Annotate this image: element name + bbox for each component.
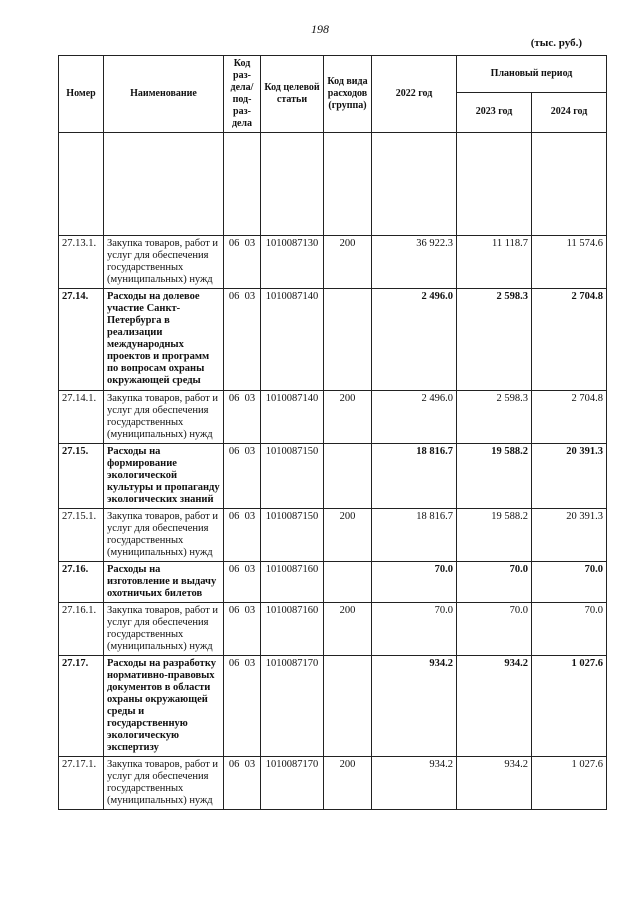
row-value-2024: 2 704.8	[532, 391, 607, 444]
header-expense-type: Код вида расходов (группа)	[324, 56, 372, 133]
row-expense-type	[324, 562, 372, 603]
row-value-2023: 19 588.2	[457, 509, 532, 562]
row-subsection: 03	[244, 564, 256, 575]
row-target-code: 1010087140	[261, 289, 324, 391]
header-spacer-row	[59, 133, 607, 236]
row-section-code	[224, 562, 261, 603]
row-number: 27.13.1.	[59, 236, 104, 289]
row-number: 27.15.1.	[59, 509, 104, 562]
row-expense-type: 200	[324, 236, 372, 289]
row-value-2023: 2 598.3	[457, 289, 532, 391]
table-row	[59, 391, 607, 444]
row-value-2024: 1 027.6	[532, 656, 607, 757]
row-value-2024: 2 704.8	[532, 289, 607, 391]
row-target-code: 1010087140	[261, 391, 324, 444]
row-expense-type: 200	[324, 391, 372, 444]
row-number: 27.17.	[59, 656, 104, 757]
row-target-code: 1010087170	[261, 757, 324, 810]
row-value-2024: 20 391.3	[532, 509, 607, 562]
table-body	[59, 133, 607, 810]
row-number: 27.16.1.	[59, 603, 104, 656]
row-target-code: 1010087160	[261, 603, 324, 656]
table-row	[59, 603, 607, 656]
header-row	[59, 56, 607, 93]
row-section-code	[224, 757, 261, 810]
row-expense-type: 200	[324, 603, 372, 656]
row-subsection: 03	[244, 393, 256, 404]
row-name: Закупка товаров, работ и услуг для обеспечения государственных (муниципальных) нужд	[104, 391, 224, 444]
row-section: 06	[228, 605, 240, 616]
row-target-code: 1010087150	[261, 444, 324, 509]
row-expense-type: 200	[324, 509, 372, 562]
header-name: Наименование	[104, 56, 224, 133]
row-subsection: 03	[244, 658, 256, 669]
row-section-code	[224, 289, 261, 391]
row-section: 06	[228, 291, 240, 302]
row-section: 06	[228, 564, 240, 575]
row-value-2022: 2 496.0	[372, 391, 457, 444]
row-subsection: 03	[244, 291, 256, 302]
table-row	[59, 289, 607, 391]
row-value-2024: 70.0	[532, 603, 607, 656]
row-name: Расходы на долевое участие Санкт-Петербурга в реализации международных проектов и программ по вопросам охраны окружающей среды	[104, 289, 224, 391]
row-value-2022: 18 816.7	[372, 444, 457, 509]
table-row	[59, 509, 607, 562]
row-section-code	[224, 603, 261, 656]
row-section-code	[224, 509, 261, 562]
row-section: 06	[228, 238, 240, 249]
row-target-code: 1010087170	[261, 656, 324, 757]
row-target-code: 1010087130	[261, 236, 324, 289]
row-value-2024: 20 391.3	[532, 444, 607, 509]
units-label: (тыс. руб.)	[530, 37, 582, 49]
row-expense-type	[324, 289, 372, 391]
row-expense-type	[324, 656, 372, 757]
row-subsection: 03	[244, 511, 256, 522]
row-name: Расходы на изготовление и выдачу охотничьих билетов	[104, 562, 224, 603]
row-section: 06	[228, 658, 240, 669]
row-value-2023: 934.2	[457, 656, 532, 757]
row-number: 27.16.	[59, 562, 104, 603]
row-section: 06	[228, 759, 240, 770]
row-subsection: 03	[244, 605, 256, 616]
row-subsection: 03	[244, 759, 256, 770]
row-number: 27.15.	[59, 444, 104, 509]
header-section-code: Код раз-дела/ под-раз-дела	[224, 56, 261, 133]
header-number: Номер	[59, 56, 104, 133]
row-number: 27.14.1.	[59, 391, 104, 444]
row-name: Закупка товаров, работ и услуг для обеспечения государственных (муниципальных) нужд	[104, 509, 224, 562]
row-number: 27.17.1.	[59, 757, 104, 810]
row-value-2023: 934.2	[457, 757, 532, 810]
row-target-code: 1010087160	[261, 562, 324, 603]
row-number: 27.14.	[59, 289, 104, 391]
row-target-code: 1010087150	[261, 509, 324, 562]
row-subsection: 03	[244, 238, 256, 249]
table-row	[59, 656, 607, 757]
row-value-2024: 1 027.6	[532, 757, 607, 810]
row-value-2023: 70.0	[457, 603, 532, 656]
page-number: 198	[311, 22, 329, 36]
row-name: Закупка товаров, работ и услуг для обеспечения государственных (муниципальных) нужд	[104, 757, 224, 810]
header-year-2022: 2022 год	[372, 56, 457, 133]
row-value-2022: 934.2	[372, 656, 457, 757]
row-subsection: 03	[244, 446, 256, 457]
table-row	[59, 562, 607, 603]
row-value-2023: 11 118.7	[457, 236, 532, 289]
row-expense-type: 200	[324, 757, 372, 810]
header-year-2023: 2023 год	[457, 92, 532, 132]
header-year-2024: 2024 год	[532, 92, 607, 132]
row-name: Закупка товаров, работ и услуг для обеспечения государственных (муниципальных) нужд	[104, 603, 224, 656]
row-value-2022: 934.2	[372, 757, 457, 810]
header-planning-period: Плановый период	[457, 56, 607, 93]
table-row	[59, 444, 607, 509]
row-name: Закупка товаров, работ и услуг для обеспечения государственных (муниципальных) нужд	[104, 236, 224, 289]
row-value-2023: 70.0	[457, 562, 532, 603]
row-expense-type	[324, 444, 372, 509]
row-value-2023: 2 598.3	[457, 391, 532, 444]
table-row	[59, 757, 607, 810]
row-section: 06	[228, 393, 240, 404]
row-section-code	[224, 236, 261, 289]
header-target-code: Код целевой статьи	[261, 56, 324, 133]
row-value-2024: 11 574.6	[532, 236, 607, 289]
row-value-2024: 70.0	[532, 562, 607, 603]
row-section-code	[224, 444, 261, 509]
row-name: Расходы на формирование экологической культуры и пропаганду экологических знаний	[104, 444, 224, 509]
row-value-2022: 2 496.0	[372, 289, 457, 391]
budget-table	[58, 55, 607, 810]
table-row	[59, 236, 607, 289]
row-section: 06	[228, 511, 240, 522]
row-section-code	[224, 656, 261, 757]
row-section: 06	[228, 446, 240, 457]
row-value-2022: 18 816.7	[372, 509, 457, 562]
row-value-2022: 36 922.3	[372, 236, 457, 289]
row-name: Расходы на разработку нормативно-правовых документов в области охраны окружающей среды и государственную экологическую экспертизу	[104, 656, 224, 757]
row-section-code	[224, 391, 261, 444]
row-value-2023: 19 588.2	[457, 444, 532, 509]
row-value-2022: 70.0	[372, 562, 457, 603]
row-value-2022: 70.0	[372, 603, 457, 656]
